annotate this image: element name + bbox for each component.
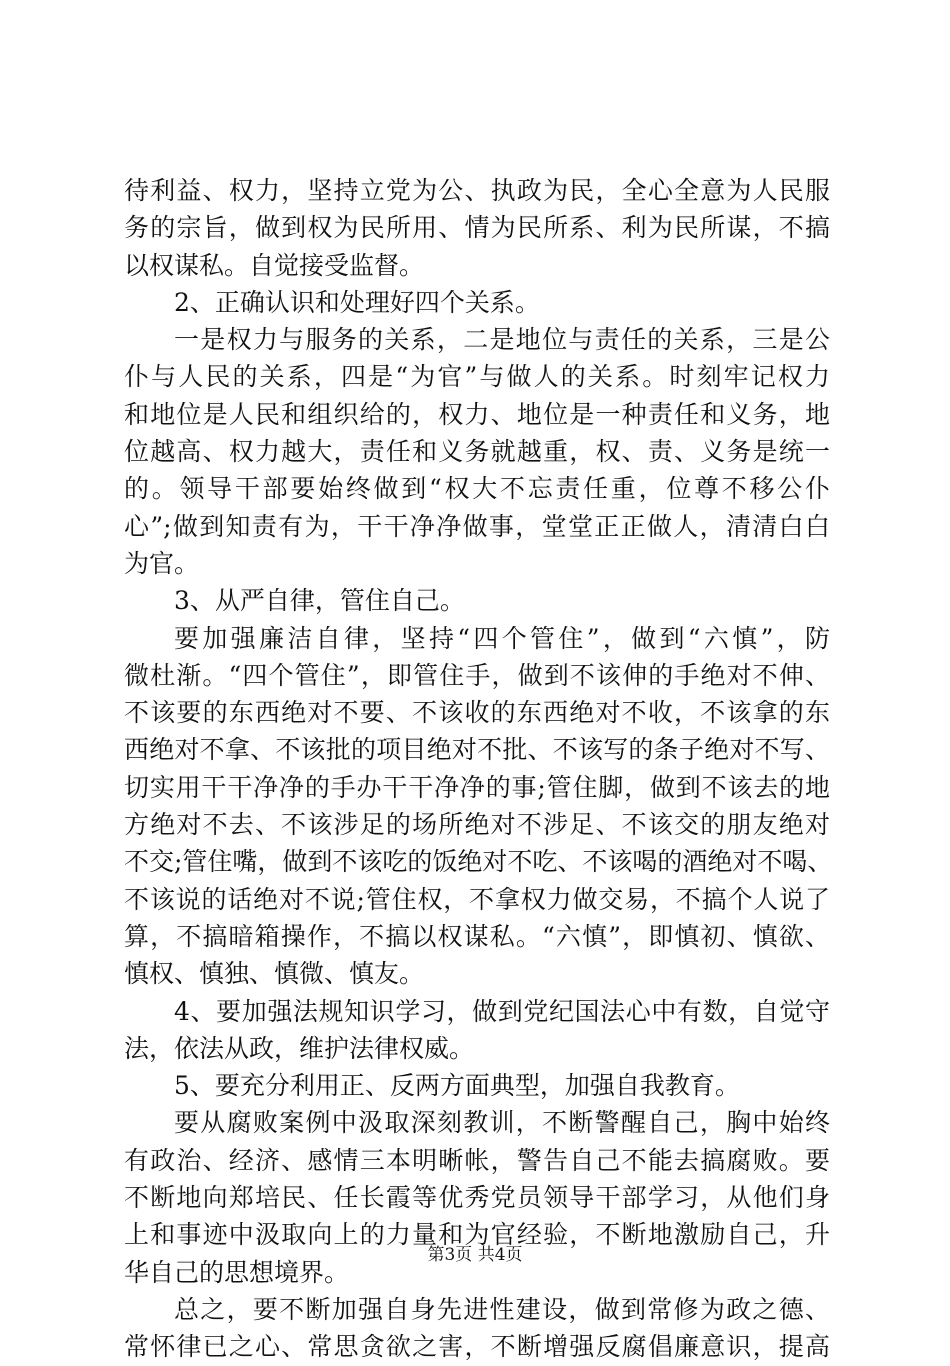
text-line: 5、要充分利用正、反两方面典型，加强自我教育。 (174, 1071, 740, 1101)
text-line: 总之，要不断加强自身先进性建设，做到常修为政之德、 (174, 1294, 830, 1324)
text-line: 以权谋私。自觉接受监督。 (124, 250, 425, 280)
text-line: 不断地向郑培民、任长霞等优秀党员领导干部学习，从他们身 (124, 1183, 830, 1213)
text-line: 心”;做到知责有为，干干净净做事，堂堂正正做人，清清白白 (124, 511, 830, 541)
text-line: 华自己的思想境界。 (124, 1257, 350, 1287)
text-line: 和地位是人民和组织给的，权力、地位是一种责任和义务，地 (124, 399, 830, 429)
text-line: 位越高、权力越大，责任和义务就越重，权、责、义务是统一 (124, 437, 830, 467)
text-line: 不该说的话绝对不说;管住权，不拿权力做交易，不搞个人说了 (124, 884, 830, 914)
text-line: 务的宗旨，做到权为民所用、情为民所系、利为民所谋，不搞 (124, 213, 830, 243)
text-line: 为官。 (124, 548, 200, 578)
text-line: 不该要的东西绝对不要、不该收的东西绝对不收，不该拿的东 (124, 698, 830, 728)
document-body (124, 172, 833, 1366)
text-line: 方绝对不去、不该涉足的场所绝对不涉足、不该交的朋友绝对 (124, 810, 830, 840)
text-line: 仆与人民的关系，四是“为官”与做人的关系。时刻牢记权力 (124, 362, 830, 392)
text-line: 算，不搞暗箱操作，不搞以权谋私。“六慎”，即慎初、慎欲、 (124, 921, 830, 951)
text-line: 3、从严自律，管住自己。 (174, 586, 465, 616)
text-line: 2、正确认识和处理好四个关系。 (174, 287, 540, 317)
text-line: 要加强廉洁自律，坚持“四个管住”，做到“六慎”，防 (174, 623, 830, 653)
text-line: 有政治、经济、感情三本明晰帐，警告自己不能去搞腐败。要 (124, 1145, 830, 1175)
page-number-label: 第3页 共4页 (427, 1245, 523, 1265)
page-footer (0, 1244, 950, 1266)
text-line: 慎权、慎独、慎微、慎友。 (124, 959, 425, 989)
text-line: 上和事迹中汲取向上的力量和为官经验，不断地激励自己，升 (124, 1220, 830, 1250)
text-line: 的。领导干部要始终做到“权大不忘责任重，位尊不移公仆 (124, 474, 830, 504)
text-line: 微杜渐。“四个管住”，即管住手，做到不该伸的手绝对不伸、 (124, 660, 830, 690)
text-line: 要从腐败案例中汲取深刻教训，不断警醒自己，胸中始终 (174, 1108, 830, 1138)
text-line: 常怀律已之心、常思贪欲之害，不断增强反腐倡廉意识，提高 (124, 1332, 830, 1362)
text-line: 4、要加强法规知识学习，做到党纪国法心中有数，自觉守 (174, 996, 830, 1026)
text-line: 西绝对不拿、不该批的项目绝对不批、不该写的条子绝对不写、 (124, 735, 830, 765)
text-line: 切实用干干净净的手办干干净净的事;管住脚，做到不该去的地 (124, 772, 830, 802)
text-line: 法，依法从政，维护法律权威。 (124, 1033, 475, 1063)
text-line: 不交;管住嘴，做到不该吃的饭绝对不吃、不该喝的酒绝对不喝、 (124, 847, 833, 877)
text-line: 一是权力与服务的关系，二是地位与责任的关系，三是公 (174, 325, 830, 355)
text-line: 待利益、权力，坚持立党为公、执政为民，全心全意为人民服 (124, 176, 830, 205)
